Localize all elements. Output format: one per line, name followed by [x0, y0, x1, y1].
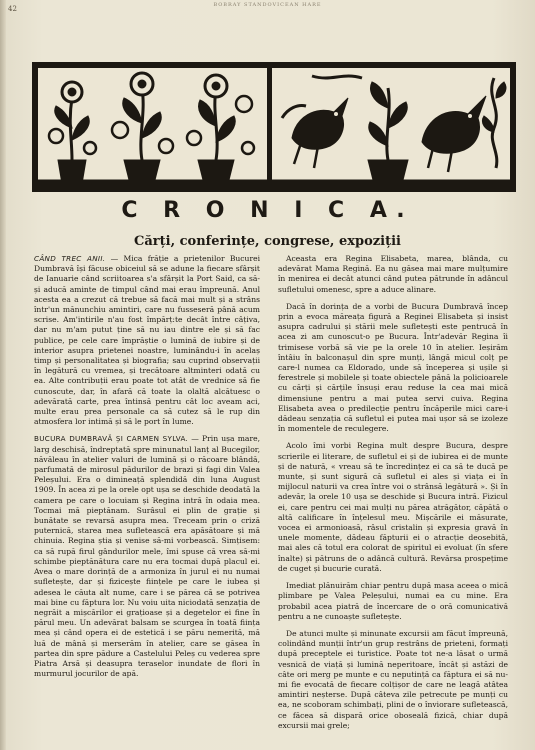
page-subtitle: Cărți, conferințe, congrese, expoziții	[134, 234, 401, 249]
running-head: BOBRAY STANDOVICEAN HARE	[213, 2, 322, 8]
right-column	[278, 254, 508, 738]
paragraph-text: — Prin ușa mare, larg deschisă, îndreptată spre minunatul lanț al Bucegilor, năvăleau în atelier valuri de lumină și o răcoare blândă, parfumată de mirosul pădurilor de brazi și fagi din Valea Peleșului. Era o dimineață splendidă din luna August 1909. În acea zi pe la orele opt ușa se deschide deodată la camera pe care o locuiam și Regina intră în odaia mea. Tocmai mă pieptănam. Surâsul ei plin de grație și bunătate se revarsă asupra mea. Treceam prin o criză puternică, starea mea sufletească era apăsătoare și mă chinuia. Regina știa și venise să-mi vorbească. Simțisem: ca să rupă firul gândurilor mele, îmi spuse că vrea să-mi schimbe pieptănătura care nu era tocmai după placul ei. Avea o mare dorință de a armoniza în jurul ei nu numai sufletește, dar și fizicește ființele pe care le iubea și adesea le căuta alt nume, care i se părea că se potrivea mai bine cu făptura lor. Nu voiu uita niciodată senzația de negrăit a mișcărilor ei grațioase și a degetelor ei fine în părul meu. Un adevărat balsam se scurgea în toată ființa mea și când opera ei de estetică i se păru nemerită, mă luă de mână și merserăm în atelier, care se găsea în partea din spre pădure a Castelului Peleș cu vederea spre Piatra Arsă și deasupra teraselor inundate de flori în murmurul jocurilor de apă.	[34, 434, 260, 679]
woodcut-panel-right	[272, 68, 510, 186]
article-paragraph	[34, 254, 260, 427]
birds-and-plants-illustration	[272, 68, 510, 186]
article-paragraph: Aceasta era Regina Elisabeta, marea, blânda, cu adevărat Mama Regină. Ea nu găsea mai mare mulțumire în menirea ei decât atunci când putea pătrunde în adâncul sufletului omenesc, spre a aduce alinare.	[278, 254, 508, 294]
flower-pots-illustration	[38, 68, 267, 186]
section-heading: CÂND TREC ANII.	[34, 254, 106, 263]
page-title: C R O N I C A.	[121, 198, 414, 223]
woodcut-panel-left	[38, 68, 267, 186]
page-number: 42	[8, 5, 17, 13]
section-heading: BUCURA DUMBRAVĂ ȘI CARMEN SYLVA.	[34, 434, 189, 444]
paragraph-text: — Mica frăție a prietenilor Bucurei Dumbravă își făcuse obiceiul să se adune la fiecare sfârșit de Ianuarie când scriitoarea s'a sfârșit la Port Said, ca să-și aducă aminte de timpul când mai erau împreună. Anul acesta ea a crezut că trebue să facă mai mult și a strâns într'un mănunchiu amintiri, care nu fusseseră până acum scrise. Am'intirile n'au fost împărț:te decât între câțiva, dar nu m'am putut ține să nu iau dintre ele și să fac publice, pe cele care împrăștie o lumină de iubire și de interior asupra prietenei noastre, luminându-i în acelaș timp și personalitatea și biografia; sau cuprind observații în legătură cu vremea, și trecătoare altminteri odată cu ea. Alte contribuții erau poate tot atât de vrednice să fie cunoscute, dar, în afară că toate la olaltă alcătuesc o adevărată carte, prea întinsă pentru cât loc aveam aci, multe erau prea personale ca să cutez să le rup din atmosfera lor intimă și să le port în lume.	[34, 254, 260, 427]
article-paragraph: De atunci multe și minunate excursii am făcut împreună, colindând munții într'un grup restrâns de prieteni, formați după preceptele ei turistice. Poate tot ne-a lăsat o urmă vesnică de viață și lumină neperitoare, încât și astăzi de câte ori merg pe munte e cu neputință ca făptura ei să nu-mi fie evocată de fiecare colțișor de care ne leagă atâtea amintiri neștersе. După câteva zile petrecute pe munți cu ea, ne scoboram schimbați, plini de o înviorare sufletească, ce făcea să dispară orice oboseală fizică, chiar după excursii mai grele;	[278, 628, 508, 730]
article-paragraph: Acolo îmi vorbi Regina mult despre Bucura, despre scrierile ei literare, de sufletul ei și de iubirea ei de munte și de natură, « vreau să te încredințez ei ca să te ducă pe munte, și sunt sigură că sufletul ei ales și viața ei în mijlocul naturii va crea între voi o strânsă legătură ». Și în adevăr, la orele 10 ușa se deschide și Bucura intră. Fizicul ei, care pentru cei mai mulți nu părea atrăgător, căpătă o altă calificare în înțelesul meu. Mișcările ei măsurate, vocea ei armonioasă, râsul cristalin și expresia gravă în unele momente, dădeau făpturii ei o atracție deosebită, mai ales că totul era colorat de spiritul ei evoluat (în sfere înalte) și pătruns de o adâncă cultură. Revărsa prospețime de cuget și bucurie curată.	[278, 441, 508, 573]
article-paragraph: Imediat plănuirăm chiar pentru după masa aceea o mică plimbare pe Valea Peleșului, numai ea cu mine. Era probabil acea piatră de încercare de o oră comunicativă pentru a ne cunoaște sufletește.	[278, 581, 508, 621]
decorative-woodcut-banner	[32, 62, 516, 192]
page-spine-shadow	[0, 0, 6, 750]
article-paragraph	[34, 434, 260, 679]
left-column	[34, 254, 260, 686]
article-paragraph: Dacă în dorința de a vorbi de Bucura Dumbravă încep prin a evoca măreața figură a Reginei Elisabeta și insist asupra cadrului și stării mele sufletești este pentrucă în acea zi am cunoscut-o pe Bucura. Într'adevăr Regina îi trimisese vorbă să vie pe la orele 10 în atelier. Ieșirăm întâiu în balconașul din spre munți, lângă micul colț pe care-l numea ca Eldorado, unde să începerea și ușile și ferestrele și mobilele și toate obiectele până la policioarele cu cărți și cărțile însuși erau reduse la cea mai mică dimensiune pentru a mai putea servi cuiva. Regina Elisabeta avea o predilecție pentru încăperile mici care-i dădeau senzația că sufletul ei putea mai ușor să se izoleze în momentele de reculegere.	[278, 301, 508, 434]
